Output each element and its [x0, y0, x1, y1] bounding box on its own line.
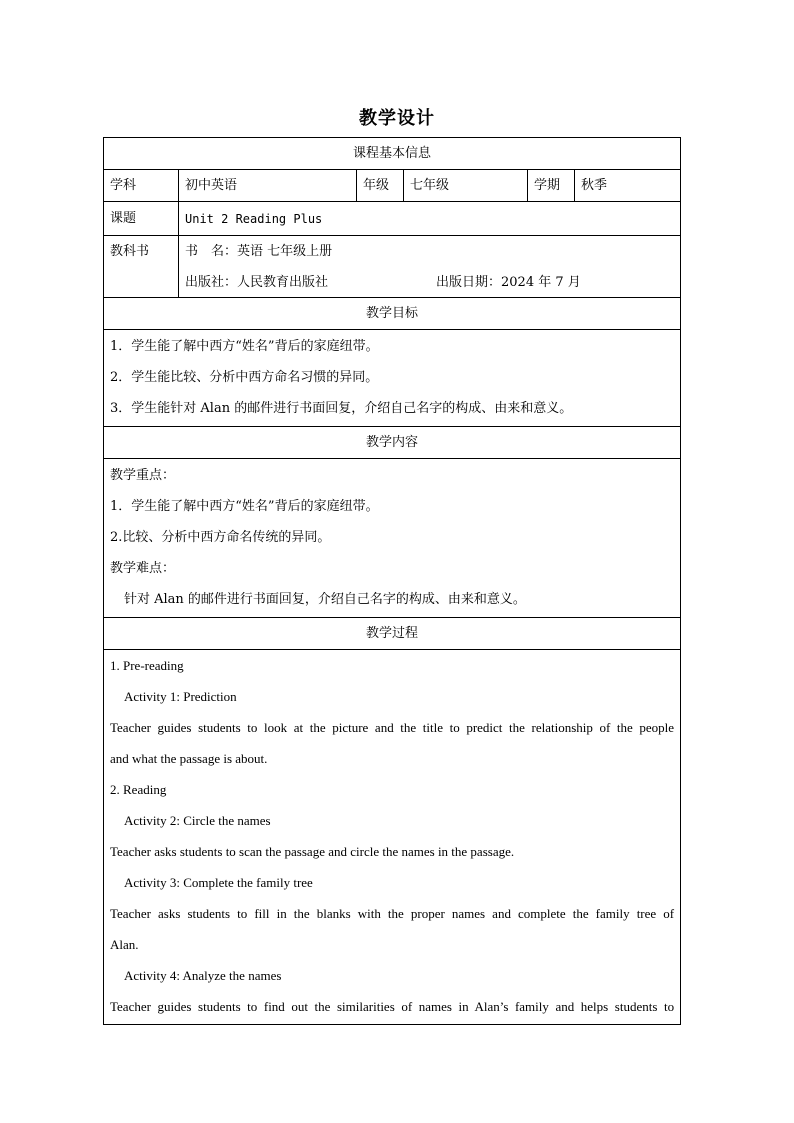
process-line: Teacher asks students to scan the passage and circle the names in the passage.: [110, 844, 515, 859]
basic-info-header: 课程基本信息: [104, 138, 681, 170]
term-value: 秋季: [575, 170, 681, 202]
process-line: Activity 2: Circle the names: [124, 813, 271, 828]
page-title: 教学设计: [359, 108, 435, 129]
process-line: Activity 4: Analyze the names: [124, 968, 282, 983]
difficult-points-label: 教学难点：: [110, 561, 176, 576]
textbook-name: 书 名：英语 七年级上册: [185, 244, 333, 259]
key-point-item: 2.比较、分析中西方命名传统的异同。: [110, 530, 331, 545]
publication-date: 出版日期：2024 年 7 月: [436, 275, 581, 290]
objective-item: 2．学生能比较、分析中西方命名习惯的异同。: [110, 370, 379, 385]
key-points-label: 教学重点：: [110, 468, 176, 483]
content-body: [104, 459, 681, 618]
objectives-header: 教学目标: [104, 298, 681, 330]
process-line: 1. Pre-reading: [110, 658, 184, 673]
process-line: Teacher guides students to look at the picture and the title to predict the relationship of the people: [110, 720, 675, 735]
process-line: Activity 3: Complete the family tree: [124, 875, 313, 890]
lesson-plan-table: [103, 137, 681, 1025]
objectives-list: [104, 330, 681, 427]
key-point-item: 1．学生能了解中西方“姓名”背后的家庭纽带。: [110, 499, 379, 514]
subject-value: 初中英语: [179, 170, 357, 202]
process-line: and what the passage is about.: [110, 751, 268, 766]
grade-value: 七年级: [404, 170, 528, 202]
process-line: Activity 1: Prediction: [124, 689, 237, 704]
topic-label: 课题: [104, 202, 179, 236]
process-line: 2. Reading: [110, 782, 167, 797]
process-line: Teacher guides students to find out the similarities of names in Alan’s family and helps students to: [110, 999, 675, 1014]
content-header: 教学内容: [104, 427, 681, 459]
difficult-point-item: 针对 Alan 的邮件进行书面回复，介绍自己名字的构成、由来和意义。: [124, 592, 526, 607]
process-body: [104, 650, 681, 1025]
process-header: 教学过程: [104, 618, 681, 650]
term-label: 学期: [528, 170, 575, 202]
textbook-info: [179, 236, 681, 298]
objective-item: 1．学生能了解中西方“姓名”背后的家庭纽带。: [110, 339, 379, 354]
textbook-label: 教科书: [104, 236, 179, 298]
topic-value: Unit 2 Reading Plus: [179, 202, 681, 236]
process-line: Teacher asks students to fill in the blanks with the proper names and complete the family tree of: [110, 906, 675, 921]
process-line: Alan.: [110, 937, 139, 952]
objective-item: 3．学生能针对 Alan 的邮件进行书面回复，介绍自己名字的构成、由来和意义。: [110, 401, 573, 416]
subject-label: 学科: [104, 170, 179, 202]
grade-label: 年级: [357, 170, 404, 202]
publisher: 出版社：人民教育出版社: [185, 275, 329, 290]
publisher-row: [185, 275, 674, 295]
